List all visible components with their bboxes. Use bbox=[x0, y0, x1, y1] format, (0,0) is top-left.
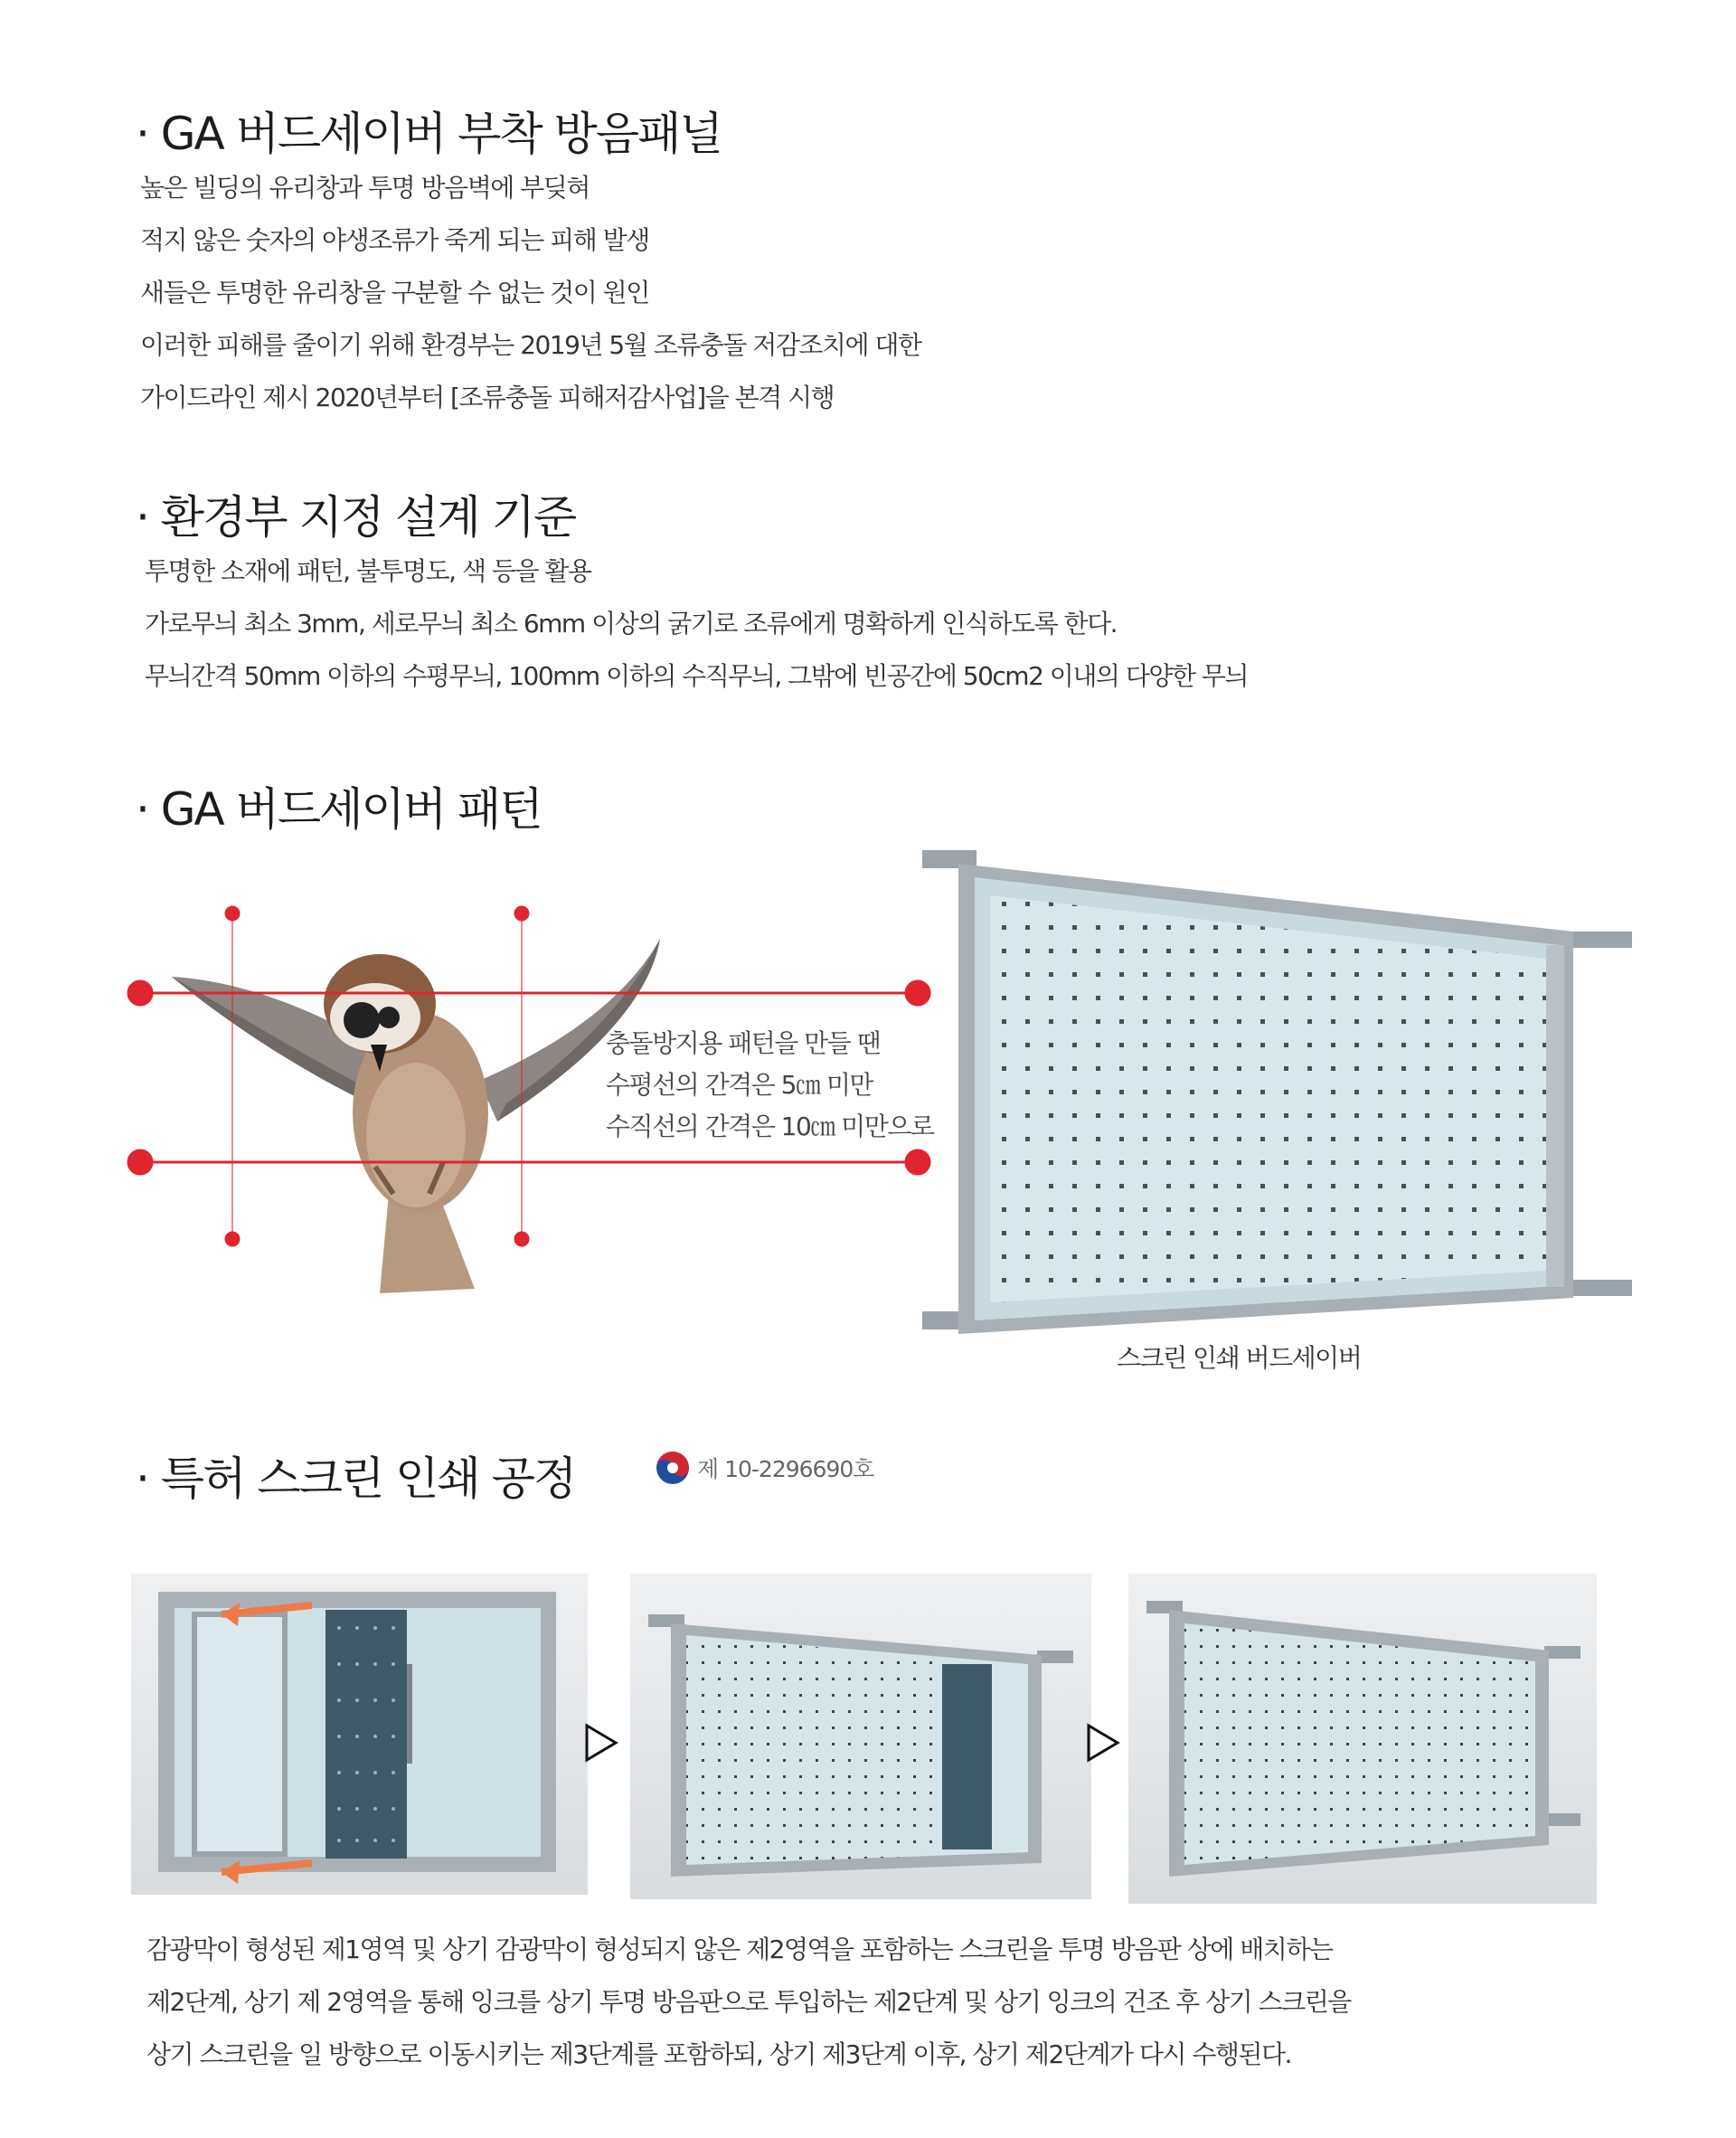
bird-note-line-1: 충돌방지용 패턴을 만들 땐 bbox=[606, 1028, 881, 1058]
next-step-arrow-2 bbox=[1085, 1723, 1121, 1763]
pattern-heading: · GA 버드세이버 패턴 bbox=[136, 783, 542, 836]
standards-line-2: 가로무늬 최소 3mm, 세로무늬 최소 6mm 이상의 굵기로 조류에게 명확하게 인식하도록 한다. bbox=[145, 609, 1118, 639]
next-step-arrow-1 bbox=[583, 1723, 619, 1763]
korea-emblem-icon bbox=[656, 1451, 690, 1485]
process-line-3: 상기 스크린을 일 방향으로 이동시키는 제3단계를 포함하되, 상기 제3단계 이후, 상기 제2단계가 다시 수행된다. bbox=[146, 2039, 1291, 2069]
intro-line-5: 가이드라인 제시 2020년부터 [조류충돌 피해저감사업]을 본격 시행 bbox=[140, 383, 835, 412]
bird-note-line-3: 수직선의 간격은 10㎝ 미만으로 bbox=[606, 1112, 934, 1141]
panel-caption: 스크린 인쇄 버드세이버 bbox=[1117, 1343, 1362, 1373]
bird-note-line-2: 수평선의 간격은 5㎝ 미만 bbox=[606, 1070, 873, 1100]
process-step-2-image bbox=[630, 1574, 1091, 1899]
standards-heading: · 환경부 지정 설계 기준 bbox=[136, 491, 576, 544]
standards-line-1: 투명한 소재에 패턴, 불투명도, 색 등을 활용 bbox=[145, 556, 591, 586]
intro-line-3: 새들은 투명한 유리창을 구분할 수 없는 것이 원인 bbox=[140, 278, 649, 307]
process-step-1-image bbox=[131, 1574, 588, 1895]
process-line-2: 제2단계, 상기 제 2영역을 통해 잉크를 상기 투명 방음판으로 투입하는 제2단계 및 상기 잉크의 건조 후 상기 스크린을 bbox=[146, 1987, 1351, 2017]
intro-line-2: 적지 않은 숫자의 야생조류가 죽게 되는 피해 발생 bbox=[140, 225, 649, 255]
intro-line-4: 이러한 피해를 줄이기 위해 환경부는 2019년 5월 조류충돌 저감조치에 대한 bbox=[140, 330, 921, 360]
patent-number: 제 10-2296690호 bbox=[697, 1456, 874, 1482]
patent-badge bbox=[656, 1450, 873, 1486]
standards-line-3: 무늬간격 50mm 이하의 수평무늬, 100mm 이하의 수직무늬, 그밖에 빈공간에 50cm2 이내의 다양한 무늬 bbox=[145, 661, 1248, 691]
intro-heading: · GA 버드세이버 부착 방음패널 bbox=[136, 108, 722, 160]
process-step-3-image bbox=[1128, 1574, 1597, 1904]
bird-saver-panel-image bbox=[922, 846, 1637, 1339]
intro-line-1: 높은 빌딩의 유리창과 투명 방음벽에 부딪혀 bbox=[140, 173, 590, 203]
process-heading: · 특허 스크린 인쇄 공정 bbox=[136, 1452, 576, 1505]
process-line-1: 감광막이 형성된 제1영역 및 상기 감광막이 형성되지 않은 제2영역을 포함하는 스크린을 투명 방음판 상에 배치하는 bbox=[146, 1935, 1333, 1964]
